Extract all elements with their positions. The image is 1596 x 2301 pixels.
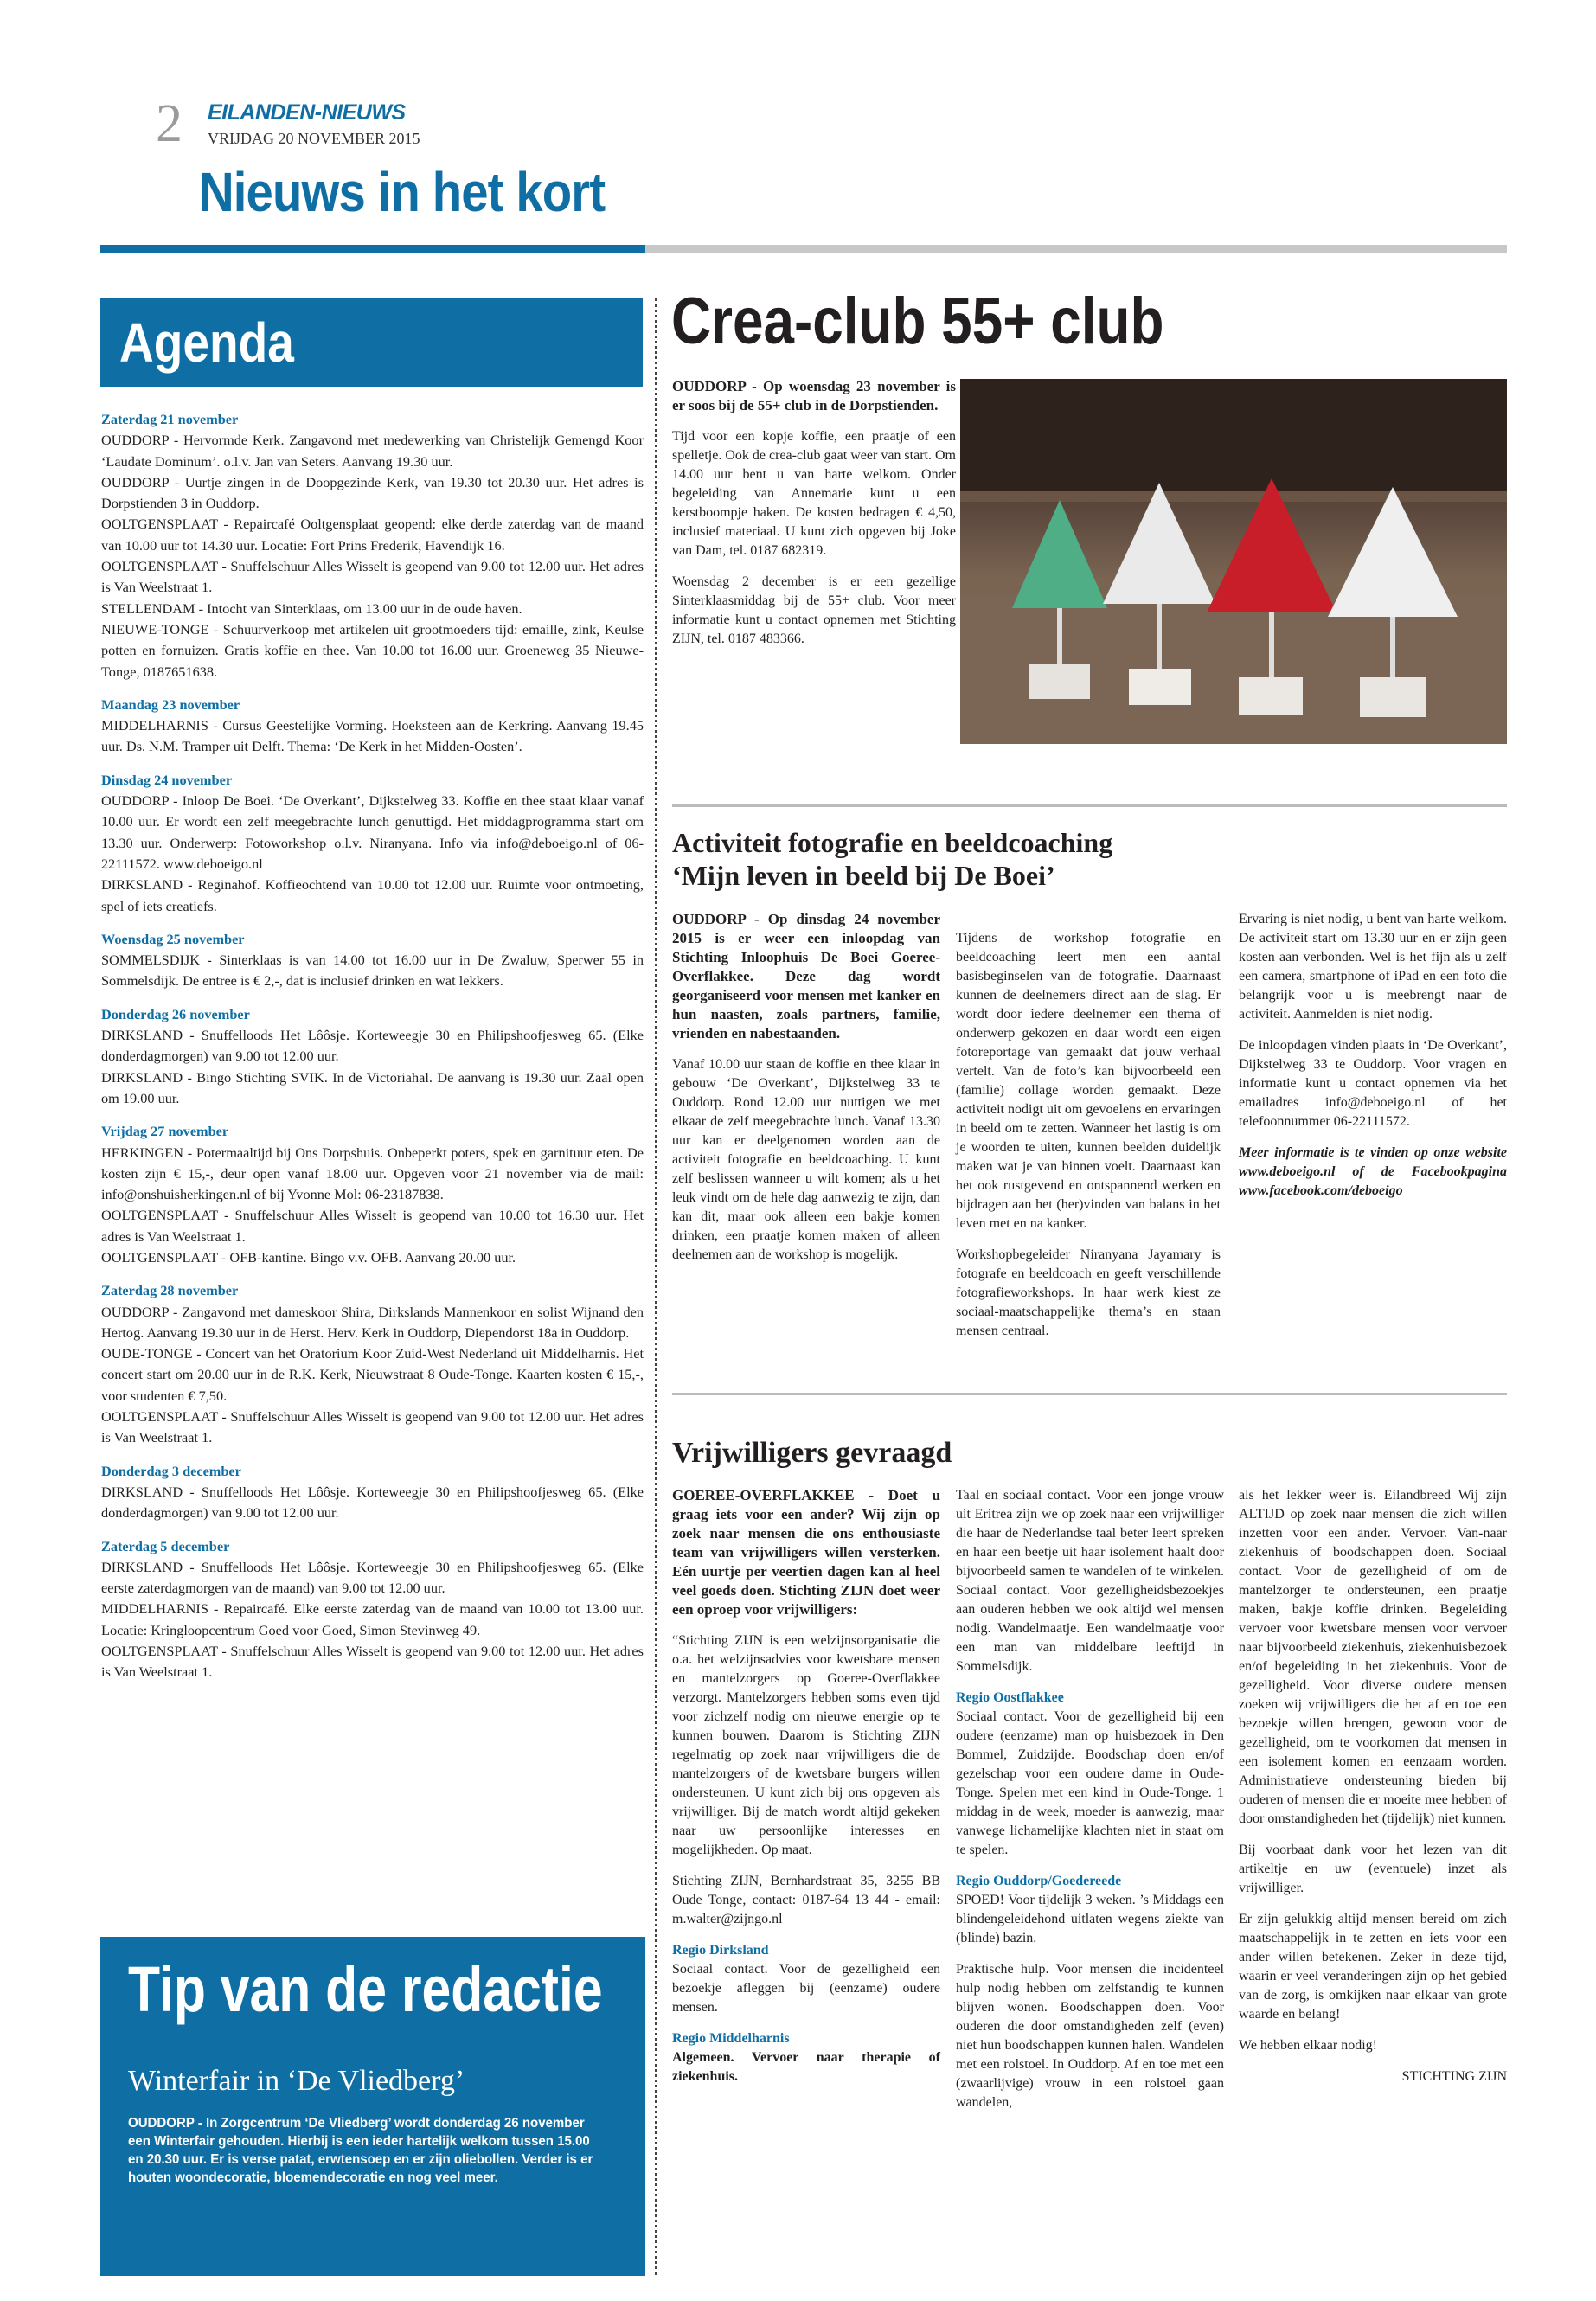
vrij-column-3 — [1239, 1486, 1507, 2099]
article-rule — [672, 1393, 1507, 1395]
agenda-item: HERKINGEN - Potermaaltijd bij Ons Dorpshuis. Onbeperkt poters, spek en garnituur eten. De kosten zijn € 15,-, deur open vanaf 18.00 uur. Opgeven voor 21 november via de mail: info@onshuisherkingen.nl of bij Yvonne Mol: 06-23187838. — [101, 1144, 644, 1203]
vrij-paragraph: Er zijn gelukkig altijd mensen bereid om zich maatschappelijk in te zetten en iets voor een ander willen betekenen. Zeker in deze tijd, waarin er veel veranderingen zijn op het gebied van de zorg, is omkijken naar elkaar van grote waarde en belang! — [1239, 1912, 1507, 2022]
vrij-column-2 — [956, 1486, 1224, 2125]
foto-column-3 — [1239, 910, 1507, 1213]
vrij-paragraph: Praktische hulp. Voor mensen die incidenteel hulp nodig hebben om zelfstandig te kunnen blijven wonen. Boodschappen doen. Voor ouderen die door omstandigheden zelf (even) niet hun boodschappen kunnen halen. Wandelen met een rolstoel. In Ouddorp. Af en toe met een (zwaarlijvige) vrouw in een rolstoel gaan wandelen, — [956, 1962, 1224, 2110]
region-heading: Regio Ouddorp/Goedereede — [956, 1874, 1122, 1888]
article-rule — [672, 804, 1507, 807]
agenda-item: NIEUWE-TONGE - Schuurverkoop met artikelen uit grootmoeders tijd: emaille, zink, Keulse potten en fornuizen. Gratis koffie en thee. Van 10.00 tot 16.00 uur. Groeneweg 35 Nieuwe-Tonge, 0187651638. — [101, 620, 644, 680]
crea-lead: OUDDORP - Op woensdag 23 november is er soos bij de 55+ club in de Dorpstienden. — [672, 378, 956, 413]
vrij-paragraph: Bij voorbaat dank voor het lezen van dit artikeltje en uw (eventuele) inzet als vrijwilliger. — [1239, 1843, 1507, 1895]
agenda-day-heading: Donderdag 26 november — [101, 1005, 250, 1022]
vrij-headline: Vrijwilligers gevraagd — [672, 1437, 952, 1469]
foto-paragraph: Tijdens de workshop fotografie en beeldcoaching leert men een aantal basisbeginselen van de fotografie. Daarnaast kunnen de deelnemers direct aan de slag. Er wordt door iedere deelnemer een thema of onderwerp gekozen en daar wordt een eigen fotoreportage van gemaakt dat jouw verhaal vertelt. Van de foto’s kan bijvoorbeeld een (familie) collage worden gemaakt. Deze activiteit nodigt uit om gevoelens en ervaringen in beeld om te zetten. Wanneer het lastig is om je woorden te uiten, kunnen beelden duidelijk maken wat je van binnen voelt. Daarnaast kan het ook rustgevend en ontspannend werken en bijdragen aan het (her)vinden van balans in het leven met en na kanker. — [956, 931, 1221, 1231]
agenda-banner — [100, 298, 643, 387]
agenda-item: DIRKSLAND - Snuffelloods Het Lôôsje. Korteweegje 30 en Philipshoofjesweg 65. (Elke donderdagmorgen) van 9.00 tot 12.00 uur. — [101, 1483, 644, 1522]
agenda-item: MIDDELHARNIS - Repaircafé. Elke eerste zaterdag van de maand van 10.00 tot 13.00 uur. Locatie: Kringloopcentrum Goed voor Goed, Simon Stevinweg 49. — [101, 1600, 644, 1638]
vrij-paragraph: Algemeen. Vervoer naar therapie of ziekenhuis. — [672, 2050, 940, 2084]
vrij-lead: GOEREE-OVERFLAKKEE - Doet u graag iets voor een ander? Wij zijn op zoek naar mensen die ons enthousiaste team van vrijwilligers willen versterken. Eén uurtje per veertien dagen kan al heel veel goeds doen. Stichting ZIJN doet weer een oproep voor vrijwilligers: — [672, 1487, 940, 1618]
foto-headline — [672, 826, 1112, 892]
foto-column-2 — [956, 929, 1221, 1353]
masthead-logo: EILANDEN-NIEUWS — [208, 100, 406, 125]
agenda-item: DIRKSLAND - Reginahof. Koffieochtend van 10.00 tot 12.00 uur. Ruimte voor ontmoeting, spel of iets creatiefs. — [101, 876, 644, 914]
agenda-item: OOLTGENSPLAAT - Snuffelschuur Alles Wisselt is geopend van 9.00 tot 12.00 uur. Het adres is Van Weelstraat 1. — [101, 1408, 644, 1446]
tip-box — [100, 1937, 645, 2276]
tip-subtitle: Winterfair in ‘De Vliedberg’ — [128, 2065, 465, 2097]
vrij-paragraph: Sociaal contact. Voor de gezelligheid bij een oudere (eenzame) man op huisbezoek in Den Bommel, Zuidzijde. Boodschap doen en/of gezelschap voor een oudere dame in Oude-Tonge. Spelen met een kind in Oude-Tonge. 1 middag in de week, moeder is aanwezig, maar vanwege lichamelijke klachten niet in staat om te spelen. — [956, 1709, 1224, 1857]
vrij-column-1 — [672, 1486, 940, 2099]
foto-more-info: Meer informatie is te vinden op onze website www.deboeigo.nl of de Facebookpagina www.facebook.com/deboeigo — [1239, 1145, 1507, 1198]
agenda-item: SOMMELSDIJK - Sinterklaas is van 14.00 tot 16.00 uur in De Zwaluw, Sperwer 55 in Sommelsdijk. De entree is € 2,-, dat is inclusief drinken en wat lekkers. — [101, 952, 644, 990]
vrij-paragraph: We hebben elkaar nodig! — [1239, 2038, 1377, 2053]
agenda-item: DIRKSLAND - Snuffelloods Het Lôôsje. Korteweegje 30 en Philipshoofjesweg 65. (Elke donderdagmorgen) van 9.00 tot 12.00 uur. — [101, 1027, 644, 1065]
agenda-day-heading: Zaterdag 5 december — [101, 1537, 230, 1554]
foto-title-line1: Activiteit fotografie en beeldcoaching — [672, 827, 1113, 858]
foto-paragraph: Ervaring is niet nodig, u bent van harte welkom. De activiteit start om 13.30 uur en er zijn geen kosten aan verbonden. Wel is het fijn als u zelf een camera, smartphone of iPad en een foto die belangrijk voor u is meebrengt naar de activiteit. Aanmelden is niet nodig. — [1239, 912, 1507, 1022]
agenda-item: STELLENDAM - Intocht van Sinterklaas, om 13.00 uur in de oude haven. — [101, 599, 522, 617]
agenda-day-heading: Vrijdag 27 november — [101, 1123, 229, 1140]
tip-title: Tip van de redactie — [128, 1953, 603, 2025]
agenda-item: OUDDORP - Inloop De Boei. ‘De Overkant’, Dijkstelweg 33. Koffie en thee staat klaar vanaf 10.00 uur. Er wordt een zelf meegebrachte lunch genuttigd. Het middagprogramma start om 13.30 uur. Onderwerp: Fotoworkshop o.l.v. Niranyana. Info via info@deboeigo.nl of 06-22111572. www.deboeigo.nl — [101, 792, 644, 872]
agenda-item: OUDE-TONGE - Concert van het Oratorium Koor Zuid-West Nederland uit Middelharnis. Het concert start om 20.00 uur in de R.K. Kerk, Nieuwstraat 8 Oude-Tonge. Kaarten kosten € 15,-, voor studenten € 7,50. — [101, 1345, 644, 1404]
header-rule-blue — [100, 245, 645, 253]
header-rule-gray — [645, 245, 1507, 253]
foto-column-1 — [672, 910, 940, 1277]
signature: STICHTING ZIJN — [1401, 2069, 1507, 2084]
agenda-day-heading: Zaterdag 21 november — [101, 411, 239, 427]
agenda-day-heading: Dinsdag 24 november — [101, 771, 233, 788]
agenda-item: DIRKSLAND - Bingo Stichting SVIK. In de Victoriahal. De aanvang is 19.30 uur. Zaal open om 19.00 uur. — [101, 1068, 644, 1106]
agenda-item: OOLTGENSPLAAT - Snuffelschuur Alles Wisselt is geopend van 9.00 tot 12.00 uur. Het adres is Van Weelstraat 1. — [101, 1643, 644, 1681]
foto-lead: OUDDORP - Op dinsdag 24 november 2015 is er weer een inloopdag van Stichting Inloophuis De Boei Goeree-Overflakkee. Deze dag wordt georganiseerd voor mensen met kanker en hun naasten, zoals partners, familie, vrienden en nabestaanden. — [672, 911, 940, 1042]
foto-paragraph: Workshopbegeleider Niranyana Jayamary is fotografe en beeldcoach en geeft verschillende fotografieworkshops. In haar werk kiest ze sociaal-maatschappelijke thema’s en staan mensen centraal. — [956, 1247, 1221, 1338]
crea-paragraph: Tijd voor een kopje koffie, een praatje of een spelletje. Ook de crea-club gaat weer van start. Om 14.00 uur bent u van harte welkom. Onder begeleiding van Annemarie kunt u een kerstboompje haken. De kosten bedragen € 4,50, inclusief materiaal. U kunt zich opgeven bij Joke van Dam, tel. 0187 682319. — [672, 429, 956, 558]
vrij-paragraph: als het lekker weer is. Eilandbreed Wij zijn ALTIJD op zoek naar mensen die zich willen inzetten voor een ander. Vervoer. Van-naar ziekenhuis of boodschappen doen. Sociaal contact. Voor de gezelligheid of om de mantelzorger te ondersteunen, een praatje maken, bakje koffie drinken. Begeleiding vervoer voor kwetsbare mensen voor vervoer naar bijvoorbeeld ziekenhuis, ziekenhuisbezoek en/of begeleiding in het ziekenhuis. Voor de gezelligheid. Voor diverse oudere mensen zoeken wij vrijwilligers die het af en toe een bezoekje willen brengen, gewoon voor de gezelligheid, om te voorkomen dat mensen in een isolement komen en eenzaam worden. Administratieve ondersteuning bieden bij ouderen of mensen die er moeite mee hebben of door omstandigheden het (tijdelijk) niet kunnen. — [1239, 1488, 1507, 1826]
vrij-paragraph: “Stichting ZIJN is een welzijnsorganisatie die o.a. het welzijnsadvies voor kwetsbare mensen en mantelzorgers op Goeree-Overflakkee verzorgt. Mantelzorgers hebben soms even tijd voor zichzelf nodig om nieuwe energie op te kunnen bouwen. Daarom is Stichting ZIJN regelmatig op zoek naar vrijwilligers die de mantelzorgers of de kwetsbare burgers willen ondersteunen. U kunt zich bij ons opgeven als vrijwilliger. Bij de match wordt altijd gekeken naar uw persoonlijke interesses en mogelijkheden. Op maat. — [672, 1633, 940, 1857]
vrij-contact: Stichting ZIJN, Bernhardstraat 35, 3255 BB Oude Tonge, contact: 0187-64 13 44 - email: m.walter@zijngo.nl — [672, 1874, 940, 1926]
agenda-item: OUDDORP - Zangavond met dameskoor Shira, Dirkslands Mannenkoor en solist Wijnand den Hertog. Aanvang 19.30 uur in de Herst. Herv. Kerk in Ouddorp, Diependorst 18a in Ouddorp. — [101, 1303, 644, 1341]
agenda-day-heading: Donderdag 3 december — [101, 1462, 241, 1479]
page-number: 2 — [156, 94, 183, 153]
agenda-item: OOLTGENSPLAAT - OFB-kantine. Bingo v.v. OFB. Aanvang 20.00 uur. — [101, 1248, 516, 1266]
agenda-item: DIRKSLAND - Snuffelloods Het Lôôsje. Korteweegje 30 en Philipshoofjesweg 65. (Elke eerste zaterdagmorgen van de maand) van 9.00 tot 12.00 uur. — [101, 1558, 644, 1597]
vrij-paragraph: Taal en sociaal contact. Voor een jonge vrouw uit Eritrea zijn we op zoek naar een vrijwilliger die haar de Nederlandse taal beter leert spreken en haar een beetje uit haar isolement haalt door bijvoorbeeld samen te wandelen of te winkelen. Sociaal contact. Voor gezelligheidsbezoekjes aan ouderen hebben we ook altijd wel mensen nodig. Wandelmaatje. Een wandelmaatje voor een man van middelbare leeftijd in Sommelsdijk. — [956, 1488, 1224, 1674]
agenda-item: OOLTGENSPLAAT - Snuffelschuur Alles Wisselt is geopend van 9.00 tot 12.00 uur. Het adres is Van Weelstraat 1. — [101, 558, 644, 596]
tip-text: OUDDORP - In Zorgcentrum ‘De Vliedberg’ wordt donderdag 26 november een Winterfair gehouden. Hierbij is een ieder hartelijk welkom tussen 15.00 en 20.30 uur. Er is verse patat, erwtensoep en er zijn oliebollen. Verder is er houten woondecoratie, bloemendecoratie en nog veel meer. — [128, 2116, 593, 2185]
region-heading: Regio Oostflakkee — [956, 1690, 1064, 1705]
foto-title-line2: ‘Mijn leven in beeld bij De Boei’ — [672, 860, 1055, 891]
crea-title: Crea-club 55+ club — [671, 285, 1164, 358]
region-heading: Regio Dirksland — [672, 1943, 769, 1958]
trees-illustration — [960, 379, 1507, 744]
agenda-item: MIDDELHARNIS - Cursus Geestelijke Vorming. Hoeksteen aan de Kerkring. Aanvang 19.45 uur. Ds. N.M. Tramper uit Delft. Thema: ‘De Kerk in het Midden-Oosten’. — [101, 717, 644, 755]
issue-date: VRIJDAG 20 NOVEMBER 2015 — [208, 130, 420, 147]
agenda-list — [101, 409, 644, 1683]
foto-paragraph: Vanaf 10.00 uur staan de koffie en thee klaar in gebouw ‘De Overkant’, Dijkstelweg 33 te Ouddorp. Rond 12.00 uur nuttigen we met elkaar de zelf meegebrachte lunch. Vanaf 13.30 uur kan er deelgenomen worden aan de activiteit fotografie en beeldcoaching. U kunt zelf beslissen wanneer u wilt komen; als u het leuk vindt om de hele dag aanwezig te zijn, dan kan dit, maar ook alleen een bakje komen drinken, een praatje komen maken of alleen deelnemen aan de workshop is mogelijk. — [672, 1057, 940, 1262]
agenda-item: OOLTGENSPLAAT - Snuffelschuur Alles Wisselt is geopend van 10.00 tot 16.30 uur. Het adres is Van Weelstraat 1. — [101, 1207, 644, 1245]
agenda-day-heading: Maandag 23 november — [101, 695, 240, 713]
foto-paragraph: De inloopdagen vinden plaats in ‘De Overkant’, Dijkstelweg 33 te Ouddorp. Voor vragen en informatie kunt u contact opnemen via het emailadres info@deboeigo.nl of het telefoonnummer 06-22111572. — [1239, 1038, 1507, 1129]
crea-paragraph: Woensdag 2 december is er een gezellige Sinterklaasmiddag bij de 55+ club. Voor meer informatie kunt u contact opnemen met Stichting ZIJN, tel. 0187 483366. — [672, 574, 956, 646]
agenda-title: Agenda — [119, 311, 294, 374]
christmas-trees-photo — [960, 379, 1507, 744]
agenda-day-heading: Zaterdag 28 november — [101, 1282, 239, 1299]
vrij-paragraph: SPOED! Voor tijdelijk 3 weken. ’s Middags een blindengeleidehond uitlaten wegens ziekte van (blinde) bazin. — [956, 1893, 1224, 1945]
agenda-item: OUDDORP - Uurtje zingen in de Doopgezinde Kerk, van 19.30 tot 20.30 uur. Het adres is Dorpstienden 3 in Ouddorp. — [101, 473, 644, 512]
section-title: Nieuws in het kort — [199, 161, 606, 223]
region-heading: Regio Middelharnis — [672, 2031, 790, 2046]
agenda-item: OOLTGENSPLAAT - Repaircafé Ooltgensplaat geopend: elke derde zaterdag van de maand van 10.00 uur tot 14.30 uur. Locatie: Fort Prins Frederik, Havendijk 16. — [101, 516, 644, 554]
vrij-paragraph: Sociaal contact. Voor de gezelligheid een bezoekje afleggen bij (eenzame) oudere mensen. — [672, 1962, 940, 2015]
crea-article — [672, 377, 956, 661]
agenda-item: OUDDORP - Hervormde Kerk. Zangavond met medewerking van Christelijk Gemengd Koor ‘Laudate Dominum’. o.l.v. Jan van Seters. Aanvang 19.30 uur. — [101, 432, 644, 470]
agenda-day-heading: Woensdag 25 november — [101, 930, 245, 947]
column-divider — [655, 298, 657, 2275]
